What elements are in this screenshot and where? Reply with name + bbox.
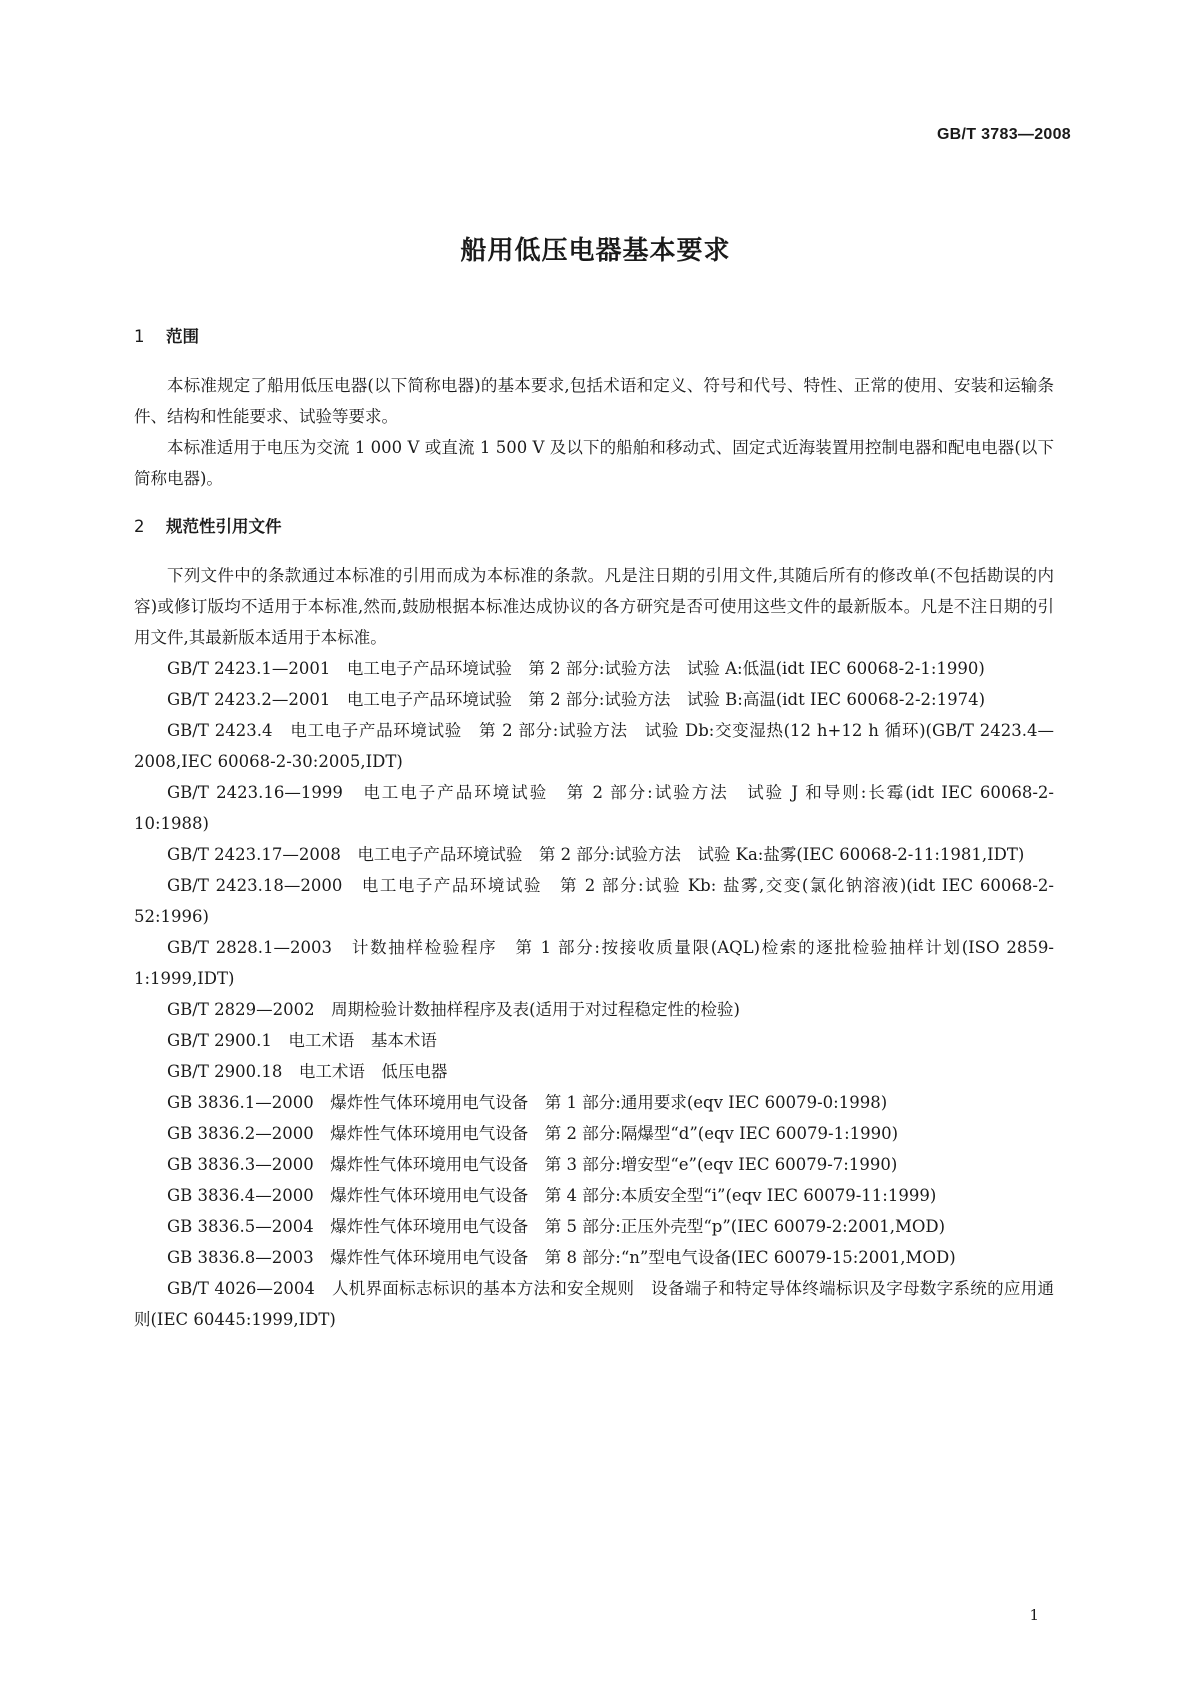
section-title: 规范性引用文件 — [166, 517, 282, 536]
scope-paragraph: 本标准规定了船用低压电器(以下简称电器)的基本要求,包括术语和定义、符号和代号、特性、正常的使用、安装和运输条件、结构和性能要求、试验等要求。 — [134, 376, 1054, 426]
reference-item: GB/T 2423.4 电工电子产品环境试验 第 2 部分:试验方法 试验 Db:交变湿热(12 h+12 h 循环)(GB/T 2423.4—2008,IEC 60068-2-30:2005,IDT) — [134, 721, 1054, 771]
standard-code: GB/T 3783—2008 — [936, 126, 1071, 143]
reference-item: GB/T 2829—2002 周期检验计数抽样程序及表(适用于对过程稳定性的检验) — [167, 1000, 740, 1019]
reference-item: GB/T 2423.18—2000 电工电子产品环境试验 第 2 部分:试验 Kb: 盐雾,交变(氯化钠溶液)(idt IEC 60068-2-52:1996) — [134, 876, 1054, 926]
reference-item: GB 3836.5—2004 爆炸性气体环境用电气设备 第 5 部分:正压外壳型“p”(IEC 60079-2:2001,MOD) — [167, 1217, 946, 1236]
document-title: 船用低压电器基本要求 — [460, 236, 731, 266]
reference-list — [134, 560, 1054, 1335]
section-number: 1 — [134, 327, 145, 346]
reference-item: GB/T 2828.1—2003 计数抽样检验程序 第 1 部分:按接收质量限(AQL)检索的逐批检验抽样计划(ISO 2859-1:1999,IDT) — [134, 938, 1054, 988]
reference-item: GB/T 2423.2—2001 电工电子产品环境试验 第 2 部分:试验方法 试验 B:高温(idt IEC 60068-2-2:1974) — [167, 690, 986, 709]
reference-item: GB/T 2423.17—2008 电工电子产品环境试验 第 2 部分:试验方法 试验 Ka:盐雾(IEC 60068-2-11:1981,IDT) — [167, 845, 1025, 864]
reference-item: GB 3836.1—2000 爆炸性气体环境用电气设备 第 1 部分:通用要求(eqv IEC 60079-0:1998) — [167, 1093, 888, 1112]
section-heading-normative-references — [134, 512, 1054, 542]
reference-item: GB 3836.2—2000 爆炸性气体环境用电气设备 第 2 部分:隔爆型“d”(eqv IEC 60079-1:1990) — [167, 1124, 899, 1143]
reference-item: GB/T 2900.1 电工术语 基本术语 — [167, 1031, 437, 1050]
reference-item: GB/T 2900.18 电工术语 低压电器 — [167, 1062, 448, 1081]
document-body — [134, 322, 1054, 1335]
section-title: 范围 — [166, 327, 199, 346]
section-number: 2 — [134, 517, 145, 536]
reference-item: GB/T 2423.1—2001 电工电子产品环境试验 第 2 部分:试验方法 试验 A:低温(idt IEC 60068-2-1:1990) — [167, 659, 985, 678]
reference-item: GB 3836.3—2000 爆炸性气体环境用电气设备 第 3 部分:增安型“e”(eqv IEC 60079-7:1990) — [167, 1155, 898, 1174]
section-heading-scope — [134, 322, 1054, 352]
references-intro: 下列文件中的条款通过本标准的引用而成为本标准的条款。凡是注日期的引用文件,其随后所有的修改单(不包括勘误的内容)或修订版均不适用于本标准,然而,鼓励根据本标准达成协议的各方研究是否可使用这些文件的最新版本。凡是不注日期的引用文件,其最新版本适用于本标准。 — [134, 566, 1054, 647]
scope-paragraph: 本标准适用于电压为交流 1 000 V 或直流 1 500 V 及以下的船舶和移动式、固定式近海装置用控制电器和配电电器(以下简称电器)。 — [134, 438, 1054, 488]
reference-item: GB/T 4026—2004 人机界面标志标识的基本方法和安全规则 设备端子和特定导体终端标识及字母数字系统的应用通则(IEC 60445:1999,IDT) — [134, 1279, 1054, 1329]
reference-item: GB 3836.8—2003 爆炸性气体环境用电气设备 第 8 部分:“n”型电气设备(IEC 60079-15:2001,MOD) — [167, 1248, 956, 1267]
reference-item: GB/T 2423.16—1999 电工电子产品环境试验 第 2 部分:试验方法 试验 J 和导则:长霉(idt IEC 60068-2-10:1988) — [134, 783, 1054, 833]
page-number: 1 — [1029, 1606, 1039, 1624]
reference-item: GB 3836.4—2000 爆炸性气体环境用电气设备 第 4 部分:本质安全型“i”(eqv IEC 60079-11:1999) — [167, 1186, 937, 1205]
